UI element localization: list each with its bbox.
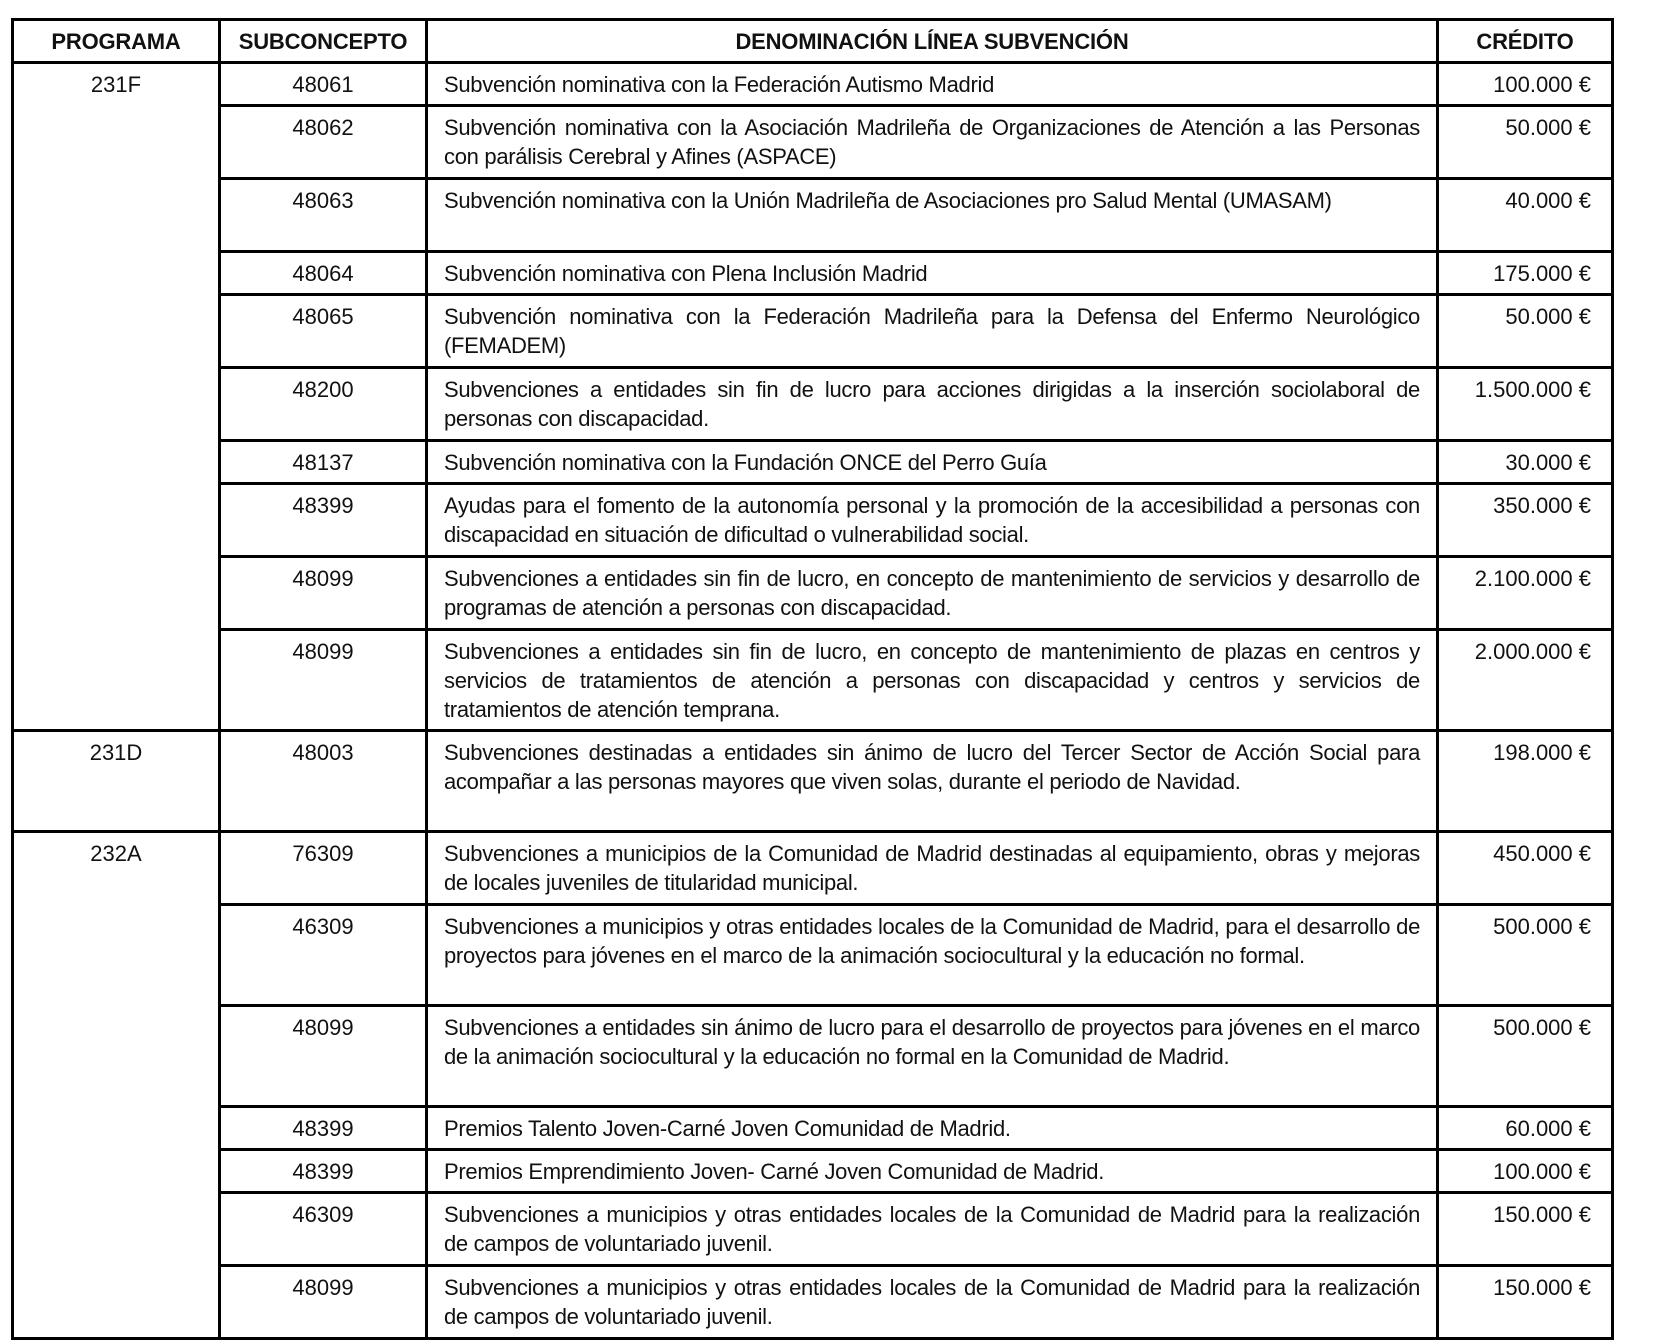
denominacion-cell: Subvenciones destinadas a entidades sin ánimo de lucro del Tercer Sector de Acción Social para acompañar a las personas mayores que viven solas, durante el periodo de Navidad. <box>427 731 1438 832</box>
subconcepto-cell: 48137 <box>220 441 427 484</box>
table-row <box>13 832 1613 905</box>
table-row <box>13 905 1613 1006</box>
table-row <box>13 1006 1613 1107</box>
table-row <box>13 1266 1613 1339</box>
subconcepto-cell: 48064 <box>220 252 427 295</box>
table-row <box>13 630 1613 731</box>
table-row <box>13 106 1613 179</box>
credito-cell: 350.000 € <box>1438 484 1613 557</box>
table-row <box>13 179 1613 252</box>
table-row <box>13 731 1613 832</box>
table-row <box>13 441 1613 484</box>
denominacion-cell: Subvención nominativa con la Federación Autismo Madrid <box>427 63 1438 106</box>
document-page <box>11 18 1611 1340</box>
subconcepto-cell: 48399 <box>220 1107 427 1150</box>
table-row <box>13 295 1613 368</box>
credito-cell: 450.000 € <box>1438 832 1613 905</box>
credito-cell: 40.000 € <box>1438 179 1613 252</box>
table-row <box>13 63 1613 106</box>
credito-cell: 2.000.000 € <box>1438 630 1613 731</box>
table-row <box>13 1107 1613 1150</box>
denominacion-cell: Ayudas para el fomento de la autonomía personal y la promoción de la accesibilidad a personas con discapacidad en situación de dificultad o vulnerabilidad social. <box>427 484 1438 557</box>
subconcepto-cell: 48099 <box>220 630 427 731</box>
subconcepto-cell: 76309 <box>220 832 427 905</box>
header-denominacion: DENOMINACIÓN LÍNEA SUBVENCIÓN <box>427 20 1438 63</box>
credito-cell: 50.000 € <box>1438 106 1613 179</box>
subconcepto-cell: 48063 <box>220 179 427 252</box>
subconcepto-cell: 46309 <box>220 1193 427 1266</box>
subconcepto-cell: 48062 <box>220 106 427 179</box>
credito-cell: 150.000 € <box>1438 1266 1613 1339</box>
subconcepto-cell: 46309 <box>220 905 427 1006</box>
subconcepto-cell: 48003 <box>220 731 427 832</box>
subconcepto-cell: 48200 <box>220 368 427 441</box>
programa-cell: 232A <box>13 832 220 1339</box>
denominacion-cell: Subvención nominativa con la Unión Madrileña de Asociaciones pro Salud Mental (UMASAM) <box>427 179 1438 252</box>
subconcepto-cell: 48399 <box>220 484 427 557</box>
credito-cell: 175.000 € <box>1438 252 1613 295</box>
programa-cell: 231D <box>13 731 220 832</box>
table-row <box>13 1193 1613 1266</box>
subconcepto-cell: 48099 <box>220 557 427 630</box>
denominacion-cell: Subvenciones a municipios y otras entidades locales de la Comunidad de Madrid para la realización de campos de voluntariado juvenil. <box>427 1193 1438 1266</box>
denominacion-cell: Premios Emprendimiento Joven- Carné Joven Comunidad de Madrid. <box>427 1150 1438 1193</box>
credito-cell: 198.000 € <box>1438 731 1613 832</box>
subconcepto-cell: 48099 <box>220 1006 427 1107</box>
credito-cell: 1.500.000 € <box>1438 368 1613 441</box>
table-row <box>13 368 1613 441</box>
denominacion-cell: Subvención nominativa con Plena Inclusión Madrid <box>427 252 1438 295</box>
denominacion-cell: Subvenciones a entidades sin fin de lucro, en concepto de mantenimiento de servicios y desarrollo de programas de atención a personas con discapacidad. <box>427 557 1438 630</box>
denominacion-cell: Subvención nominativa con la Federación Madrileña para la Defensa del Enfermo Neurológico (FEMADEM) <box>427 295 1438 368</box>
subsidy-table <box>11 18 1614 1340</box>
subconcepto-cell: 48099 <box>220 1266 427 1339</box>
denominacion-cell: Subvenciones a municipios y otras entidades locales de la Comunidad de Madrid, para el desarrollo de proyectos para jóvenes en el marco de la animación sociocultural y la educación no formal. <box>427 905 1438 1006</box>
credito-cell: 50.000 € <box>1438 295 1613 368</box>
credito-cell: 100.000 € <box>1438 63 1613 106</box>
credito-cell: 150.000 € <box>1438 1193 1613 1266</box>
programa-cell: 231F <box>13 63 220 731</box>
subconcepto-cell: 48061 <box>220 63 427 106</box>
header-row <box>13 20 1613 63</box>
credito-cell: 2.100.000 € <box>1438 557 1613 630</box>
subconcepto-cell: 48065 <box>220 295 427 368</box>
denominacion-cell: Premios Talento Joven-Carné Joven Comunidad de Madrid. <box>427 1107 1438 1150</box>
header-programa: PROGRAMA <box>13 20 220 63</box>
denominacion-cell: Subvención nominativa con la Fundación ONCE del Perro Guía <box>427 441 1438 484</box>
table-row <box>13 557 1613 630</box>
credito-cell: 60.000 € <box>1438 1107 1613 1150</box>
credito-cell: 30.000 € <box>1438 441 1613 484</box>
subconcepto-cell: 48399 <box>220 1150 427 1193</box>
credito-cell: 500.000 € <box>1438 905 1613 1006</box>
denominacion-cell: Subvenciones a municipios y otras entidades locales de la Comunidad de Madrid para la realización de campos de voluntariado juvenil. <box>427 1266 1438 1339</box>
header-credito: CRÉDITO <box>1438 20 1613 63</box>
denominacion-cell: Subvenciones a municipios de la Comunidad de Madrid destinadas al equipamiento, obras y mejoras de locales juveniles de titularidad municipal. <box>427 832 1438 905</box>
denominacion-cell: Subvenciones a entidades sin fin de lucro para acciones dirigidas a la inserción sociolaboral de personas con discapacidad. <box>427 368 1438 441</box>
denominacion-cell: Subvenciones a entidades sin fin de lucro, en concepto de mantenimiento de plazas en centros y servicios de tratamientos de atención a personas con discapacidad y centros y servicios de tratamientos de atención temprana. <box>427 630 1438 731</box>
credito-cell: 500.000 € <box>1438 1006 1613 1107</box>
denominacion-cell: Subvenciones a entidades sin ánimo de lucro para el desarrollo de proyectos para jóvenes en el marco de la animación sociocultural y la educación no formal en la Comunidad de Madrid. <box>427 1006 1438 1107</box>
table-row <box>13 252 1613 295</box>
table-row <box>13 484 1613 557</box>
table-row <box>13 1150 1613 1193</box>
credito-cell: 100.000 € <box>1438 1150 1613 1193</box>
header-subconcepto: SUBCONCEPTO <box>220 20 427 63</box>
denominacion-cell: Subvención nominativa con la Asociación Madrileña de Organizaciones de Atención a las Personas con parálisis Cerebral y Afines (ASPACE) <box>427 106 1438 179</box>
